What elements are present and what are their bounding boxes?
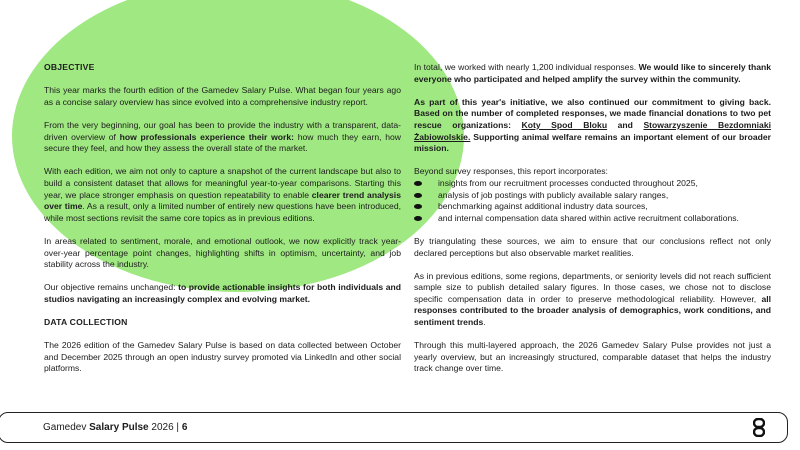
year-text: 2026 | bbox=[148, 422, 182, 433]
bold-text: Supporting animal welfare remains an important element of our broader mission. bbox=[414, 131, 771, 154]
brand-text: Gamedev bbox=[43, 422, 90, 433]
paragraph bbox=[414, 271, 771, 329]
text: In areas related to sentiment, morale, and emotional outlook, we now explicitly track year-over-year percentage point changes, highlighting shifts in optimism, uncertainty, and job stability across the industry. bbox=[44, 235, 401, 270]
text: how much they earn, how secure they feel, and how they assess the overall state of the market. bbox=[44, 131, 401, 154]
paragraph bbox=[44, 236, 401, 271]
paragraph bbox=[414, 236, 771, 259]
bold-text: We would like to sincerely thank everyone who participated and helped amplify the survey within the community. bbox=[414, 62, 771, 84]
text: analysis of job postings with publicly available salary ranges, bbox=[438, 189, 669, 200]
logo-icon bbox=[753, 418, 765, 437]
bold-text: how professionals experience their work: bbox=[119, 131, 295, 142]
report-title: Salary Pulse bbox=[89, 422, 149, 433]
list-item bbox=[414, 190, 771, 202]
bold-text: and bbox=[607, 119, 644, 130]
text: As in previous editions, some regions, departments, or seniority levels did not reach sufficient sample size to publish detailed salary figures. In those cases, we chose not to disclose specific compensation data in order to preserve methodological reliability. However, bbox=[414, 270, 771, 304]
link-bezdomniaki[interactable]: Stowarzyszenie Bezdomniaki Żabiowolskie. bbox=[414, 119, 772, 142]
paragraph bbox=[414, 340, 771, 375]
paragraph bbox=[44, 282, 401, 305]
paragraph bbox=[44, 120, 401, 155]
bold-text: As part of this year's initiative, we also continued our commitment to giving back. Based on the number of completed responses, we made financial donations to two pet rescue organizations: bbox=[414, 96, 771, 130]
objective-heading: OBJECTIVE bbox=[44, 62, 95, 72]
footer-title bbox=[43, 422, 187, 433]
text: . bbox=[483, 317, 486, 328]
text: insights from our recruitment processes conducted throughout 2025, bbox=[438, 177, 698, 188]
list-item bbox=[414, 213, 771, 225]
data-collection-heading: DATA COLLECTION bbox=[44, 317, 128, 328]
right-column bbox=[414, 62, 771, 387]
footer bbox=[0, 412, 788, 443]
paragraph bbox=[44, 166, 401, 224]
list-item bbox=[414, 178, 771, 190]
sources-list bbox=[414, 178, 771, 224]
text: Our objective remains unchanged: bbox=[44, 282, 179, 293]
left-column bbox=[44, 62, 401, 387]
paragraph bbox=[414, 62, 771, 85]
text: With each edition, we aim not only to capture a snapshot of the current landscape but also to build a consistent dataset that allows for meaningful year-to-year comparisons. Starting this year, we place stronger emphasis on question repeatability to enable bbox=[44, 166, 401, 200]
bullet-icon bbox=[414, 181, 422, 186]
text: and internal compensation data shared within active recruitment collaborations. bbox=[438, 212, 739, 223]
paragraph bbox=[44, 85, 401, 108]
bullet-icon bbox=[414, 193, 422, 198]
bullet-icon bbox=[414, 216, 422, 221]
text: From the very beginning, our goal has been to provide the industry with a transparent, data-driven overview of bbox=[44, 119, 401, 142]
bullet-icon bbox=[414, 204, 422, 209]
bold-text: to provide actionable insights for both individuals and studios navigating an increasingly complex and evolving market. bbox=[44, 282, 402, 304]
bold-text: clearer trend analysis over time bbox=[44, 189, 401, 212]
text: In total, we worked with nearly 1,200 individual responses. bbox=[414, 62, 639, 72]
text: This year marks the fourth edition of the Gamedev Salary Pulse. What began four years ago as a concise salary overview has since evolved into a comprehensive industry report. bbox=[44, 85, 401, 107]
text: By triangulating these sources, we aim to ensure that our conclusions reflect not only declared perceptions but also observable market realities. bbox=[414, 235, 771, 258]
paragraph bbox=[414, 97, 771, 155]
link-koty-spod-bloku[interactable]: Koty Spod Bloku bbox=[521, 119, 608, 130]
text: The 2026 edition of the Gamedev Salary Pulse is based on data collected between October and December 2025 through an open industry survey promoted via LinkedIn and other social platforms. bbox=[44, 340, 401, 374]
text: Through this multi-layered approach, the 2026 Gamedev Salary Pulse provides not just a yearly overview, but an increasingly structured, comparable dataset that helps the industry track change over time. bbox=[414, 340, 771, 374]
list-item bbox=[414, 201, 771, 213]
text: benchmarking against additional industry data sources, bbox=[438, 201, 648, 212]
page-number: 6 bbox=[181, 422, 188, 433]
paragraph bbox=[44, 340, 401, 375]
bold-text: all responses contributed to the broader analysis of demographics, work conditions, and sentiment trends bbox=[414, 293, 771, 328]
paragraph: Beyond survey responses, this report incorporates: bbox=[414, 166, 608, 177]
text: . As a result, only a limited number of entirely new questions have been introduced, while most sections revisit the same core topics as in previous editions. bbox=[44, 201, 401, 223]
